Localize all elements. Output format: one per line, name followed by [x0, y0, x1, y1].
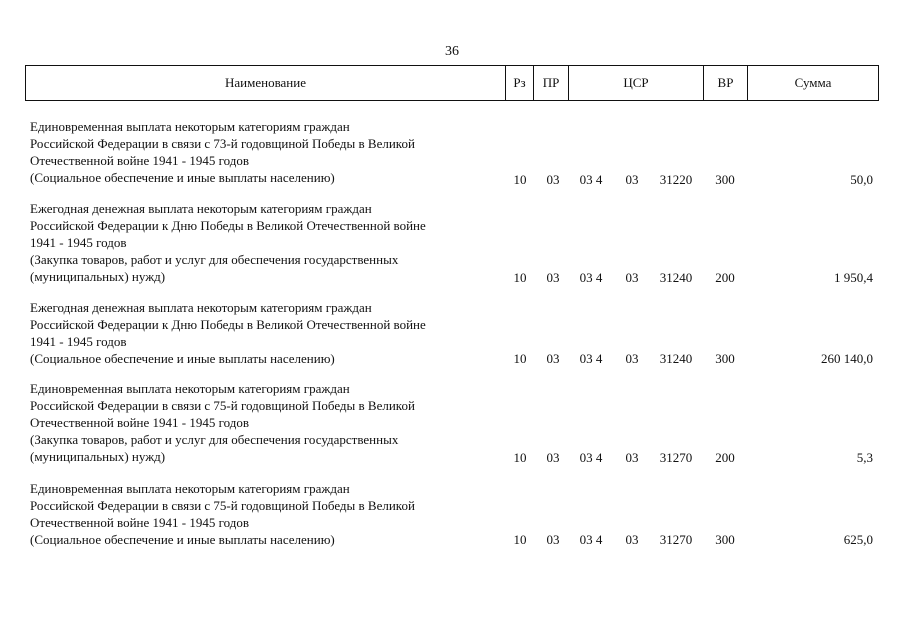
row-name: Ежегодная денежная выплата некоторым категориям граждан Российской Федерации к Дню Победы в Великой Отечественной войне 1941 - 1945 годов (Закупка товаров, работ и услуг для обеспечения государственных (муниципальных) нужд) [30, 201, 426, 284]
row-csr-program: 03 4 [579, 532, 603, 547]
row-sum: 625,0 [843, 532, 873, 547]
row-csr-program: 03 4 [579, 450, 603, 465]
row-csr-subprogram: 03 [625, 351, 639, 366]
header-vr: ВР [704, 66, 748, 100]
row-pr: 03 [546, 351, 560, 366]
row-sum: 50,0 [850, 172, 873, 187]
row-name: Единовременная выплата некоторым категориям граждан Российской Федерации в связи с 73-й годовщиной Победы в Великой Отечественной войне 1941 - 1945 годов (Социальное обеспечение и иные выплаты населению) [30, 119, 415, 185]
row-rz: 10 [513, 270, 527, 285]
header-sum: Сумма [794, 75, 832, 90]
row-sum: 1 950,4 [834, 270, 873, 285]
row-csr-program: 03 4 [579, 351, 603, 366]
row-csr-direction: 31270 [659, 450, 693, 465]
row-csr-direction: 31220 [659, 172, 693, 187]
row-pr: 03 [546, 532, 560, 547]
page-number: 36 [445, 44, 459, 59]
row-csr-program: 03 4 [579, 172, 603, 187]
row-csr-program: 03 4 [579, 270, 603, 285]
row-vr: 200 [715, 450, 735, 465]
row-sum: 5,3 [856, 450, 873, 465]
row-vr: 300 [715, 532, 735, 547]
row-rz: 10 [513, 450, 527, 465]
header-csr: ЦСР [569, 66, 704, 100]
row-name: Ежегодная денежная выплата некоторым категориям граждан Российской Федерации к Дню Победы в Великой Отечественной войне 1941 - 1945 годов (Социальное обеспечение и иные выплаты населению) [30, 300, 426, 366]
row-rz: 10 [513, 351, 527, 366]
row-csr-direction: 31270 [659, 532, 693, 547]
row-csr-subprogram: 03 [625, 450, 639, 465]
header-name: Наименование [26, 66, 506, 100]
row-csr-subprogram: 03 [625, 172, 639, 187]
row-csr-subprogram: 03 [625, 532, 639, 547]
row-csr-subprogram: 03 [625, 270, 639, 285]
row-csr-direction: 31240 [659, 270, 693, 285]
row-sum: 260 140,0 [821, 351, 873, 366]
row-csr-direction: 31240 [659, 351, 693, 366]
row-vr: 300 [715, 172, 735, 187]
row-vr: 200 [715, 270, 735, 285]
row-name: Единовременная выплата некоторым категориям граждан Российской Федерации в связи с 75-й годовщиной Победы в Великой Отечественной войне 1941 - 1945 годов (Социальное обеспечение и иные выплаты населению) [30, 481, 415, 547]
row-pr: 03 [546, 450, 560, 465]
header-pr: ПР [534, 66, 569, 100]
header-rz: Рз [506, 66, 534, 100]
row-rz: 10 [513, 172, 527, 187]
table-header [25, 65, 879, 101]
row-name: Единовременная выплата некоторым категориям граждан Российской Федерации в связи с 75-й годовщиной Победы в Великой Отечественной войне 1941 - 1945 годов (Закупка товаров, работ и услуг для обеспечения государственных (муниципальных) нужд) [30, 381, 415, 464]
row-rz: 10 [513, 532, 527, 547]
row-pr: 03 [546, 270, 560, 285]
row-vr: 300 [715, 351, 735, 366]
row-pr: 03 [546, 172, 560, 187]
